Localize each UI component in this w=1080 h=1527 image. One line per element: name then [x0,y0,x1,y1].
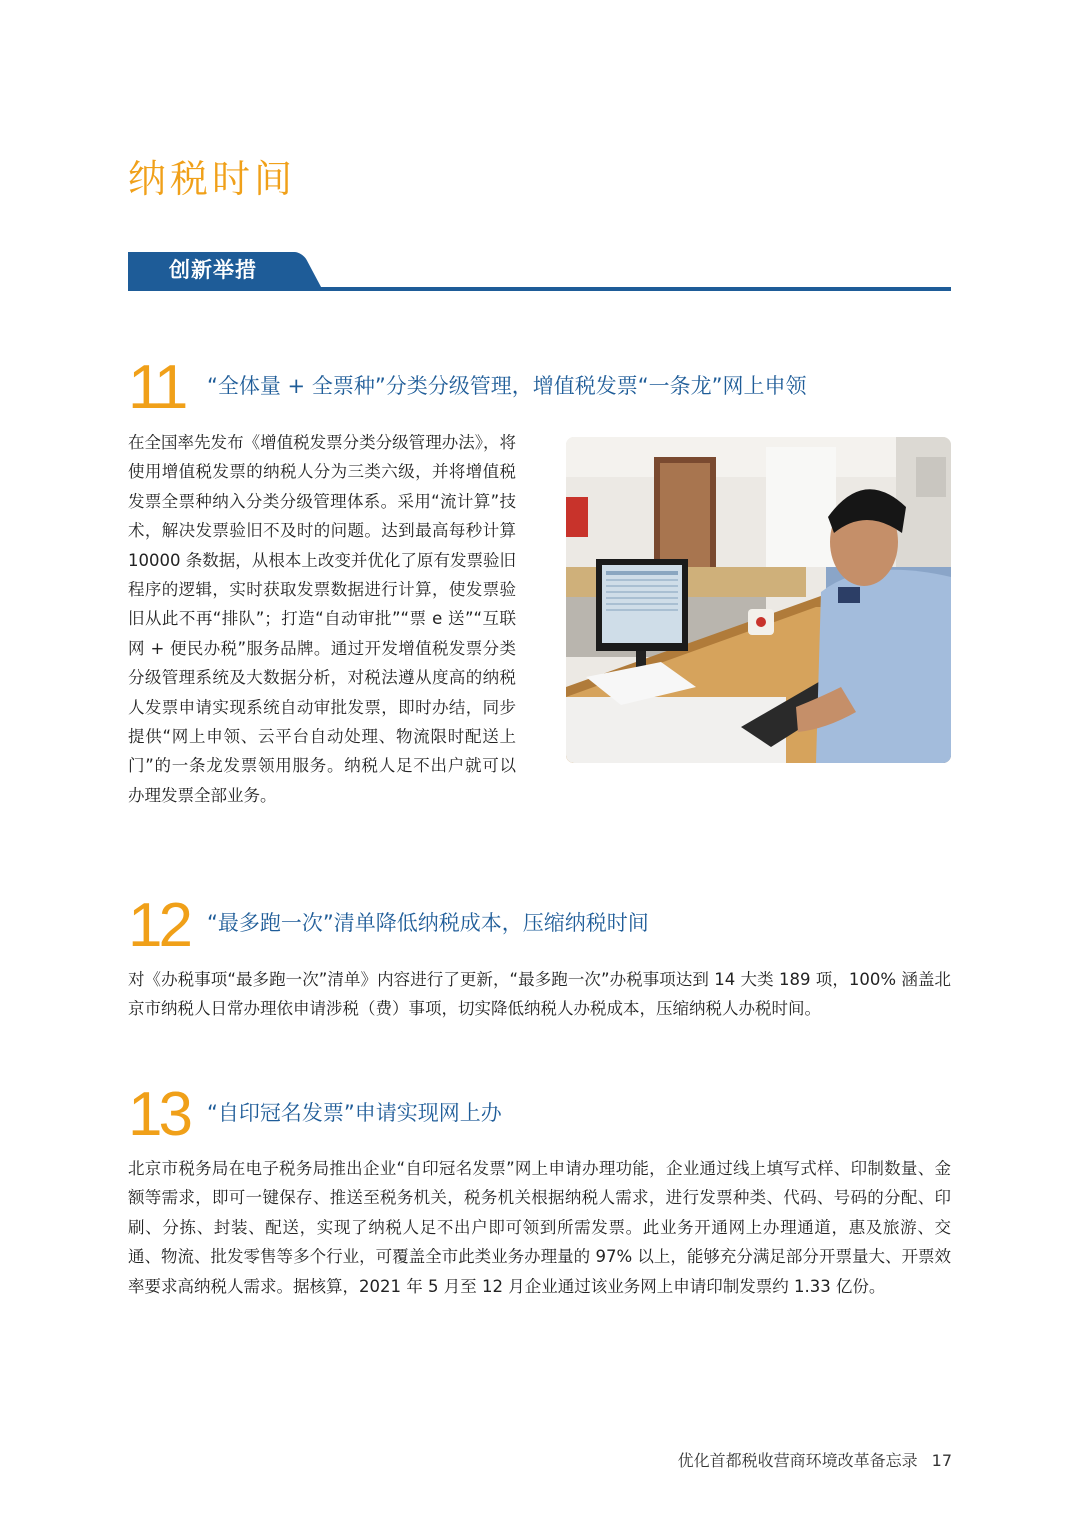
section-heading-12: “最多跑一次”清单降低纳税成本，压缩纳税时间 [207,911,649,935]
tab-innovation-measures: 创新举措 [128,252,298,288]
section-heading-13: “自印冠名发票”申请实现网上办 [207,1101,502,1125]
section-heading-11: “全体量 + 全票种”分类分级管理，增值税发票“一条龙”网上申领 [207,374,807,398]
section-body-11: 在全国率先发布《增值税发票分类分级管理办法》，将使用增值税发票的纳税人分为三类六级，并将增值税发票全票种纳入分类分级管理体系。采用“流计算”技术，解决发票验旧不及时的问题。达到最高每秒计算 10000 条数据，从根本上改变并优化了原有发票验旧程序的逻辑，实时获取发票数据进行计算，使发票验旧从此不再“排队”；打造“自动审批”“票 e 送”“互联网 + 便民办税”服务品牌。通过开发增值税发票分类分级管理系统及大数据分析，对税法遵从度高的纳税人发票申请实现系统自动审批发票，即时办结，同步提供“网上申领、云平台自动处理、物流限时配送上门”的一条龙发票领用服务。纳税人足不出户就可以办理发票全部业务。 [128,433,516,805]
footer-page-number: 17 [931,1451,952,1470]
section-number-11: 11 [128,353,185,422]
section-body-12: 对《办税事项“最多跑一次”清单》内容进行了更新，“最多跑一次”办税事项达到 14 大类 189 项，100% 涵盖北京市纳税人日常办理依申请涉税（费）事项，切实降低纳税人办税成本，压缩纳税人办税时间。 [128,970,951,1019]
page-title: 纳税时间 [128,157,297,201]
footer-publication-title: 优化首都税收营商环境改革备忘录 [677,1451,918,1470]
office-illustration [566,437,951,763]
section-body-13: 北京市税务局在电子税务局推出企业“自印冠名发票”网上申请办理功能，企业通过线上填写式样、印制数量、金额等需求，即可一键保存、推送至税务机关，税务机关根据纳税人需求，进行发票种类、代码、号码的分配、印刷、分拣、封装、配送，实现了纳税人足不出户即可领到所需发票。此业务开通网上办理通道，惠及旅游、交通、物流、批发零售等多个行业，可覆盖全市此类业务办理量的 97% 以上，能够充分满足部分开票量大、开票效率要求高纳税人需求。据核算，2021 年 5 月至 12 月企业通过该业务网上申请印制发票约 1.33 亿份。 [128,1159,951,1296]
page-footer [678,1448,952,1471]
section-number-12: 12 [128,891,189,960]
section-tab-bar [128,252,951,292]
section-number-13: 13 [128,1080,189,1149]
tax-officer-photo [566,437,951,763]
